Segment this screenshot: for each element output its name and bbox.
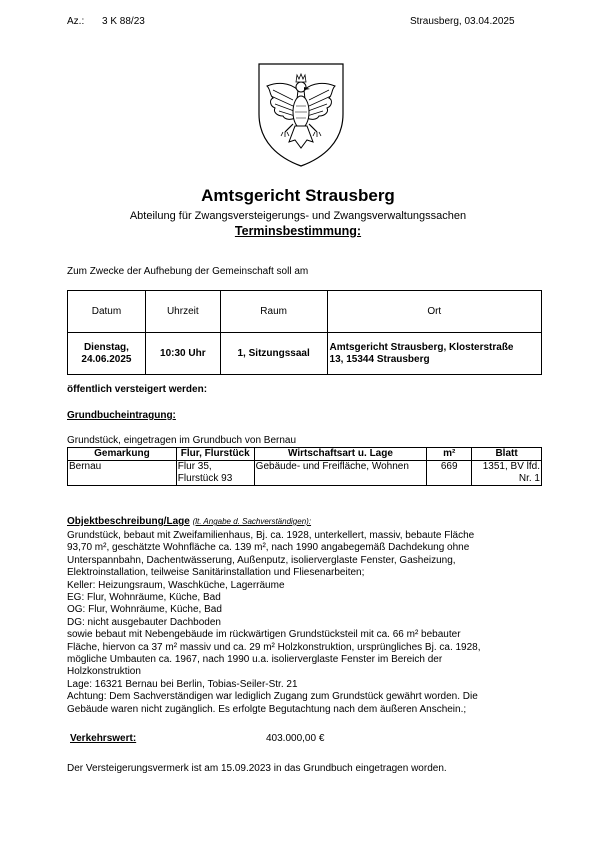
wirtschaftsart-value: Gebäude- und Freifläche, Wohnen xyxy=(254,461,427,486)
header-blatt: Blatt xyxy=(472,448,542,461)
header-gemarkung: Gemarkung xyxy=(68,448,177,461)
coat-of-arms-eagle-icon xyxy=(255,60,347,168)
flur-line2: Flurstück 93 xyxy=(177,473,233,484)
grundbuch-table xyxy=(67,447,542,486)
objekt-description-line: Grundstück, bebaut mit Zweifamilienhaus, Bj. ca. 1928, unterkellert, massiv, bebaute Fläche xyxy=(67,530,475,541)
termin-header-row xyxy=(68,291,542,333)
objekt-heading-note: (lt. Angabe d. Sachverständigen): xyxy=(192,517,312,526)
verkehrswert-value: 403.000,00 € xyxy=(266,733,325,744)
blatt-line1: 1351, BV lfd. xyxy=(482,461,540,472)
objekt-description-line: 93,70 m², geschätzte Wohnfläche ca. 139 m², nach 1990 angabegemäß Dachdekung ohne xyxy=(67,542,470,554)
grundbuch-row xyxy=(68,461,542,486)
header-wirtschaftsart: Wirtschaftsart u. Lage xyxy=(254,448,427,461)
termin-place-line2: 13, 15344 Strausberg xyxy=(329,353,430,365)
objekt-heading: Objektbeschreibung/Lage xyxy=(67,516,190,527)
objekt-description-line: EG: Flur, Wohnräume, Küche, Bad xyxy=(67,592,221,604)
az-label: Az.: xyxy=(67,16,85,27)
auction-text: öffentlich versteigert werden: xyxy=(67,384,208,395)
termin-table xyxy=(67,290,542,375)
objekt-description-line: Lage: 16321 Bernau bei Berlin, Tobias-Seiler-Str. 21 xyxy=(67,678,298,690)
footer-text: Der Versteigerungsvermerk ist am 15.09.2023 in das Grundbuch eingetragen worden. xyxy=(67,763,447,774)
termin-date xyxy=(68,333,146,375)
objekt-description-line: OG: Flur, Wohnräume, Küche, Bad xyxy=(67,604,222,616)
objekt-description-line: Fläche, hiervon ca 37 m² massiv und ca. 29 m² Holzkonstruktion, ursprüngliches Bj. ca. 1928, xyxy=(67,641,481,653)
intro-text: Zum Zwecke der Aufhebung der Gemeinschaft soll am xyxy=(67,266,309,277)
header-uhrzeit: Uhrzeit xyxy=(145,291,220,333)
termin-room: 1, Sitzungssaal xyxy=(220,333,327,375)
objekt-description-line: DG: nicht ausgebauter Dachboden xyxy=(67,616,221,628)
blatt-value xyxy=(472,461,542,486)
termin-place-line1: Amtsgericht Strausberg, Klosterstraße xyxy=(329,341,514,353)
header-flur: Flur, Flurstück xyxy=(176,448,254,461)
area-value: 669 xyxy=(427,461,472,486)
header-datum: Datum xyxy=(68,291,146,333)
court-department: Abteilung für Zwangsversteigerungs- und Zwangsverwaltungssachen xyxy=(129,210,467,222)
header-area: m² xyxy=(427,448,472,461)
objekt-description xyxy=(67,530,532,716)
document-type-heading: Terminsbestimmung: xyxy=(234,224,362,238)
termin-time: 10:30 Uhr xyxy=(145,333,220,375)
grundbuch-header-row xyxy=(68,448,542,461)
header-raum: Raum xyxy=(220,291,327,333)
place-date: Strausberg, 03.04.2025 xyxy=(410,16,515,27)
az-value: 3 K 88/23 xyxy=(102,16,145,27)
flur-value xyxy=(176,461,254,486)
objekt-description-line: Elektroinstallation, teilweise Sanitärinstallation und Fliesenarbeiten; xyxy=(67,567,365,579)
verkehrswert-label: Verkehrswert: xyxy=(70,733,137,744)
termin-weekday: Dienstag, xyxy=(83,341,129,353)
termin-value-row xyxy=(68,333,542,375)
termin-date-value: 24.06.2025 xyxy=(81,353,132,365)
objekt-description-line: Achtung: Dem Sachverständigen war lediglich Zugang zum Grundstück gewährt worden. Die xyxy=(67,691,478,703)
gemarkung-value: Bernau xyxy=(68,461,177,486)
court-name: Amtsgericht Strausberg xyxy=(201,186,395,205)
flur-line1: Flur 35, xyxy=(177,461,212,472)
objekt-description-line: Keller: Heizungsraum, Waschküche, Lagerräume xyxy=(67,579,285,591)
objekt-description-line: Unterspannbahn, Dachentwässerung, Außenputz, isolierverglaste Fenster, Gasheizung, xyxy=(67,554,456,566)
header-ort: Ort xyxy=(327,291,541,333)
objekt-description-line: mögliche Umbauten ca. 1967, nach 1990 u.a. isolierverglaste Fenster im Bereich der xyxy=(67,654,443,666)
objekt-heading-row xyxy=(67,516,311,528)
objekt-description-line: Holzkonstruktion xyxy=(67,666,141,678)
grundbuch-heading: Grundbucheintragung: xyxy=(67,410,176,421)
blatt-line2: Nr. 1 xyxy=(518,473,540,484)
objekt-description-line: Gebäude waren nicht zugänglich. Es erfolgte Begutachtung nach dem äußeren Anschein.; xyxy=(67,703,467,715)
termin-place xyxy=(327,333,541,375)
objekt-description-line: sowie bebaut mit Nebengebäude im rückwärtigen Grundstücksteil mit ca. 66 m² bebauter xyxy=(67,629,461,641)
grundbuch-intro: Grundstück, eingetragen im Grundbuch von Bernau xyxy=(67,435,297,446)
